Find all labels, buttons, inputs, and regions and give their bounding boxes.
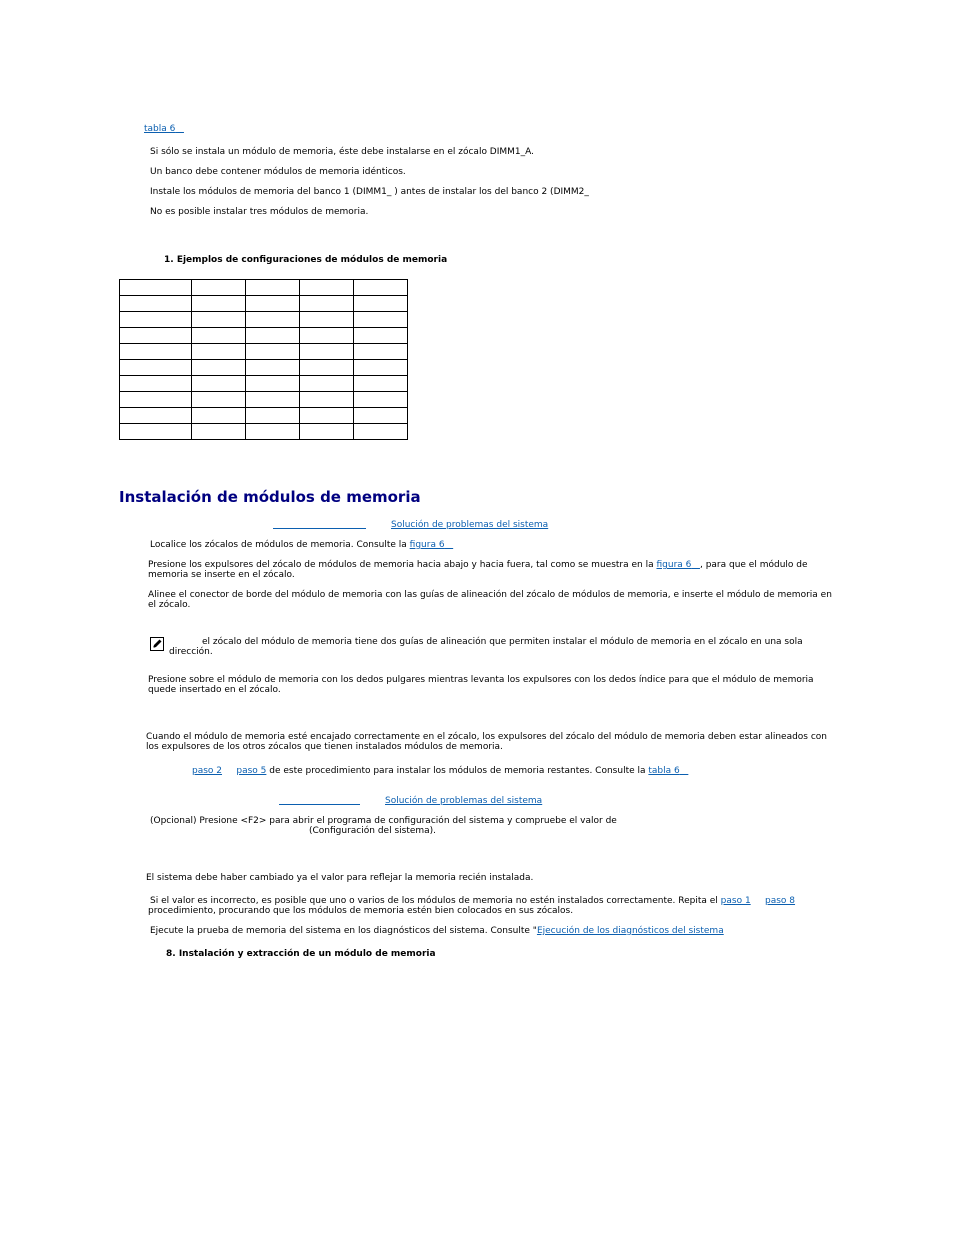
table-cell	[246, 392, 300, 408]
table-cell	[192, 328, 246, 344]
note-pencil-icon	[150, 637, 164, 651]
table-cell	[354, 424, 408, 440]
table-cell	[354, 280, 408, 296]
para-encajado: Cuando el módulo de memoria esté encajado correctamente en el zócalo, los expulsores del zócalo del módulo de memoria deben estar alineados con los expulsores de los otros zócalos que tienen instalados módulos de memoria.	[146, 732, 828, 752]
table-cell	[246, 328, 300, 344]
table-cell	[120, 280, 192, 296]
bullet-2: Un banco debe contener módulos de memoria idénticos.	[150, 167, 406, 177]
table-caption: 1. Ejemplos de configuraciones de módulos de memoria	[164, 255, 448, 265]
table-cell	[300, 376, 354, 392]
step-alinee: Alinee el conector de borde del módulo de memoria con las guías de alineación del zócalo de módulos de memoria, e inserte el módulo de memoria en el zócalo.	[148, 590, 832, 610]
table-cell	[120, 392, 192, 408]
table-cell	[120, 376, 192, 392]
table-cell	[354, 344, 408, 360]
table-cell	[300, 328, 354, 344]
step-repita	[192, 766, 688, 776]
table-cell	[246, 312, 300, 328]
table-cell	[192, 280, 246, 296]
table-row	[120, 360, 408, 376]
table-cell	[246, 280, 300, 296]
table-row	[120, 408, 408, 424]
figure-caption: 8. Instalación y extracción de un módulo de memoria	[166, 949, 436, 959]
table-cell	[354, 376, 408, 392]
step-presione-expulsores	[148, 560, 828, 580]
table-cell	[300, 360, 354, 376]
table-cell	[120, 328, 192, 344]
ejecucion-diagnosticos-link[interactable]: Ejecución de los diagnósticos del sistema	[536, 926, 724, 936]
table-cell	[192, 424, 246, 440]
solucion-link-2[interactable]	[385, 796, 542, 806]
table-cell	[354, 296, 408, 312]
solucion-link-2-text[interactable]: Solución de problemas del sistema	[385, 796, 543, 806]
paso1-link[interactable]: paso 1	[720, 896, 751, 906]
figura6-link-2[interactable]: figura 6	[656, 560, 692, 570]
step-presione-sobre: Presione sobre el módulo de memoria con los dedos pulgares mientras levanta los expulsores con los dedos índice para que el módulo de memoria quede insertado en el zócalo.	[148, 675, 814, 695]
step-incorrecto-line2: procedimiento, procurando que los módulos de memoria estén bien colocados en sus zócalos.	[148, 906, 574, 916]
section-title: Instalación de módulos de memoria	[119, 488, 421, 506]
step-ejecute	[150, 926, 724, 936]
table-row	[120, 424, 408, 440]
step-incorrecto-line1	[150, 896, 795, 906]
table-cell	[300, 408, 354, 424]
table-cell	[192, 344, 246, 360]
table-cell	[192, 392, 246, 408]
table-cell	[246, 296, 300, 312]
note-text-line2: dirección.	[169, 647, 213, 657]
tabla6-link-2[interactable]: tabla 6	[648, 766, 680, 776]
table-cell	[300, 392, 354, 408]
table-row	[120, 296, 408, 312]
note-text-line1: el zócalo del módulo de memoria tiene dos guías de alineación que permiten instalar el módulo de memoria en el zócalo en una sola	[202, 637, 803, 647]
paso2-link[interactable]: paso 2	[192, 766, 223, 776]
table-cell	[192, 312, 246, 328]
table-cell	[246, 408, 300, 424]
figura6-link-1[interactable]: figura 6	[409, 540, 445, 550]
bullet-3: Instale los módulos de memoria del banco 1 (DIMM1_ ) antes de instalar los del banco 2 (DIMM2_	[150, 187, 589, 197]
table-cell	[120, 360, 192, 376]
table-cell	[354, 328, 408, 344]
step-incorrecto-text: Si el valor es incorrecto, es posible que uno o varios de los módulos de memoria no estén instalados correctamente. Repita el	[150, 896, 718, 906]
tabla6-link-top[interactable]	[144, 124, 184, 134]
solucion-link-1[interactable]	[391, 520, 548, 530]
bullet-1: Si sólo se instala un módulo de memoria, éste debe instalarse en el zócalo DIMM1_A.	[150, 147, 535, 157]
memory-config-table	[119, 279, 408, 440]
blank-link-underline-1[interactable]	[273, 528, 366, 529]
table-cell	[300, 312, 354, 328]
step-repita-text: de este procedimiento para instalar los módulos de memoria restantes. Consulte la	[269, 766, 646, 776]
step-localice	[150, 540, 453, 550]
table-cell	[354, 408, 408, 424]
table-row	[120, 392, 408, 408]
table-cell	[246, 376, 300, 392]
tabla6-link-text[interactable]: tabla 6	[144, 124, 176, 134]
table-cell	[354, 392, 408, 408]
step-presione-expulsores-cont: , para que el módulo de memoria se inserte en el zócalo.	[148, 560, 808, 580]
table-cell	[120, 344, 192, 360]
step-presione-expulsores-text: Presione los expulsores del zócalo de módulos de memoria hacia abajo y hacia fuera, tal como se muestra en la	[148, 560, 654, 570]
table-cell	[192, 376, 246, 392]
bullet-4: No es posible instalar tres módulos de memoria.	[150, 207, 369, 217]
table-row	[120, 344, 408, 360]
table-row	[120, 280, 408, 296]
table-cell	[120, 424, 192, 440]
paso5-link[interactable]: paso 5	[236, 766, 267, 776]
step-localice-text: Localice los zócalos de módulos de memoria. Consulte la	[150, 540, 407, 550]
table-row	[120, 312, 408, 328]
step-opcional-line2: (Configuración del sistema).	[309, 826, 437, 836]
table-cell	[192, 408, 246, 424]
para-cambiado: El sistema debe haber cambiado ya el valor para reflejar la memoria recién instalada.	[146, 873, 534, 883]
table-cell	[300, 296, 354, 312]
step-ejecute-text: Ejecute la prueba de memoria del sistema en los diagnósticos del sistema. Consulte "	[150, 926, 537, 936]
table-cell	[300, 280, 354, 296]
table-cell	[246, 424, 300, 440]
blank-link-underline-2[interactable]	[279, 804, 360, 805]
table-cell	[246, 344, 300, 360]
table-cell	[300, 344, 354, 360]
table-row	[120, 328, 408, 344]
table-cell	[120, 312, 192, 328]
table-cell	[192, 296, 246, 312]
step-opcional-line1: (Opcional) Presione <F2> para abrir el programa de configuración del sistema y compruebe el valor de	[150, 816, 617, 826]
table-cell	[246, 360, 300, 376]
table-cell	[354, 360, 408, 376]
table-row	[120, 376, 408, 392]
table-cell	[354, 312, 408, 328]
table-cell	[192, 360, 246, 376]
table-cell	[120, 296, 192, 312]
table-cell	[120, 408, 192, 424]
solucion-link-1-text[interactable]: Solución de problemas del sistema	[391, 520, 549, 530]
table-cell	[300, 424, 354, 440]
paso8-link[interactable]: paso 8	[765, 896, 796, 906]
